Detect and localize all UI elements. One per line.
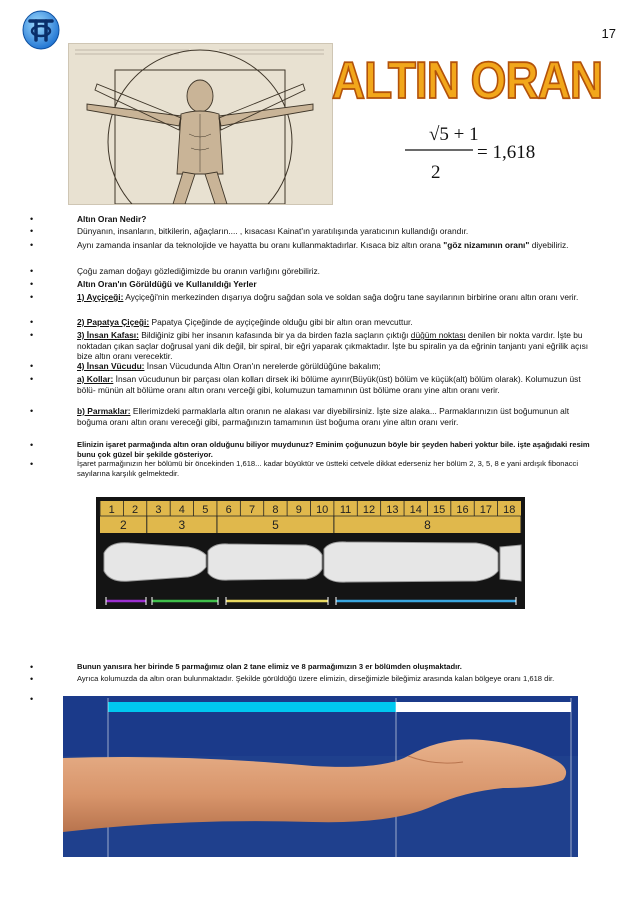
list-item-text	[77, 330, 599, 362]
ruler-number: 15	[433, 504, 446, 516]
text-run: Aynı zamanda insanlar da teknolojide ve hayatta bu oranı kullanmaktadırlar. Kısaca biz altın orana	[77, 240, 444, 250]
title-text: ALTIN ORAN	[332, 52, 602, 110]
ruler-number: 10	[316, 504, 329, 516]
bullet-marker: •	[30, 694, 34, 704]
text-run: Bildiğiniz gibi her insanın kafasında bir ya da birden fazla saçların çıktığı	[138, 330, 411, 340]
text-run: Ayçiçeği'nin merkezinden dışarıya doğru sağdan sola ve soldan sağa doğru tane sayılarının birbirine oranı altın oranı verir.	[123, 292, 579, 302]
bullet-marker: •	[30, 266, 34, 276]
list-item-text	[77, 440, 599, 459]
phi-logo	[22, 10, 60, 50]
finger-ruler-image	[96, 497, 525, 609]
text-run: b) Parmaklar:	[77, 406, 131, 416]
bullet-marker: •	[30, 330, 34, 340]
document-title	[332, 50, 602, 110]
ruler-number: 8	[272, 504, 279, 516]
text-run: Elinizin işaret parmağında altın oran olduğunu biliyor muydunuz? Eminim çoğunuzun böyle bir şeyden haberi yoktur bile. işte aşağıdaki resim bunu çok güzel bir şekilde gösteriyor.	[77, 440, 590, 459]
text-run: düğüm noktası	[410, 330, 466, 340]
bullet-marker: •	[30, 279, 34, 289]
list-item-text	[77, 292, 599, 303]
text-run: Bunun yanısıra her birinde 5 parmağımız olan 2 tane elimiz ve 8 parmağımızın 3 er bölümden oluşmaktadır.	[77, 662, 462, 671]
text-run: 3) İnsan Kafası:	[77, 330, 139, 340]
text-run: diyebiliriz.	[529, 240, 569, 250]
text-run: Dünyanın, insanların, bitkilerin, ağaçların.... , kısacası Kainat'ın yaratılışında yaratıcının kullandığı orandır.	[77, 226, 469, 236]
list-item-text	[77, 226, 599, 237]
text-run: Altın Oran'ın Görüldüğü ve Kullanıldığı Yerler	[77, 279, 257, 289]
ruler-number: 18	[503, 504, 516, 516]
bullet-marker: •	[30, 374, 34, 384]
list-item-text	[77, 266, 599, 277]
list-item-text	[77, 279, 599, 290]
ruler-number: 17	[479, 504, 493, 516]
ruler-number: 6	[225, 504, 232, 516]
ruler-number: 1	[108, 504, 115, 516]
text-run: İnsan vücudunun bir parçası olan kolları dirsek iki bölüme ayırır(Büyük(üst) bölüm ve küçük(alt) bölüm olarak). Kolumuzun üst bölü- münün alt bölüme oranı altın oranı verceği gibi, kolumuzun tamamının üst bölüme oranı yine altın oranı verir.	[77, 374, 581, 395]
bullet-marker: •	[30, 226, 34, 236]
text-run: Altın Oran Nedir?	[77, 214, 147, 224]
ruler-number: 13	[386, 504, 399, 516]
ruler-fib-number: 3	[178, 518, 186, 532]
text-run: Papatya Çiçeğinde de ayçiçeğinde olduğu gibi bir altın oran mevcuttur.	[149, 317, 413, 327]
list-item-text	[77, 662, 599, 672]
ruler-number: 11	[339, 504, 352, 516]
text-run: "göz nizamının oranı"	[443, 240, 530, 250]
text-run: 1) Ayçiçeği:	[77, 292, 124, 302]
golden-ratio-formula	[395, 120, 565, 190]
bullet-marker: •	[30, 406, 34, 416]
list-item-text	[77, 361, 599, 372]
ruler-number: 5	[202, 504, 209, 516]
bullet-marker: •	[30, 662, 34, 672]
ruler-fib-number: 8	[424, 518, 431, 532]
list-item-text	[77, 214, 599, 225]
ruler-number: 9	[295, 504, 302, 516]
vitruvian-man-image	[68, 43, 333, 205]
text-run: İnsan Vücudunda Altın Oran'ın nerelerde görüldüğüne bakalım;	[144, 361, 381, 371]
ruler-number: 14	[409, 504, 422, 516]
list-item-text	[77, 459, 599, 478]
ruler-number: 7	[248, 504, 256, 516]
bullet-marker: •	[30, 317, 34, 327]
list-item-text	[77, 374, 599, 395]
ruler-number: 4	[178, 504, 185, 516]
bullet-marker: •	[30, 440, 34, 450]
bullet-marker: •	[30, 459, 34, 469]
formula-result: = 1,618	[477, 142, 536, 163]
bullet-marker: •	[30, 361, 34, 371]
list-item-text	[77, 674, 599, 684]
text-run: İşaret parmağınızın her bölümü bir öncekinden 1,618... kadar büyüktür ve üstteki cetvele dikkat ederseniz her bölüm 2, 3, 5, 8 e yani ardışık fibonacci sayılarına karşılık gelmektedir.	[77, 459, 579, 478]
bullet-marker: •	[30, 674, 34, 684]
text-run: a) Kollar:	[77, 374, 114, 384]
text-run: denilen bir nokta vardır. İşte bu noktadan çıkan saçlar doğrusal yani dik değil, bir spiral, bir eğri yaparak çıkmaktadır. İşte bu spiralin ya da eğrinin tanjantı yani eğrilik açısı bize altın oranı verecektir.	[77, 330, 589, 361]
bullet-marker: •	[30, 214, 34, 224]
text-run: Ellerimizdeki parmaklarla altın oranın ne alakası var diyebilirsiniz. İşte size alaka... Parmaklarınızın üst boğumunun alt boğuma oranı altın oranı vereceği gibi, parmağınızın tamamının üst boğuma oranı yine altın oranı verir.	[77, 406, 570, 427]
page-number: 17	[601, 26, 616, 41]
ruler-number: 16	[456, 504, 469, 516]
bullet-marker: •	[30, 240, 34, 250]
bullet-marker: •	[30, 292, 34, 302]
text-run: 2) Papatya Çiçeği:	[77, 317, 150, 327]
formula-denominator: 2	[431, 162, 441, 183]
ruler-number: 2	[132, 504, 139, 516]
list-item-text	[77, 240, 599, 251]
ruler-number: 12	[362, 504, 376, 516]
text-run: Çoğu zaman doğayı gözlediğimizde bu oranın varlığını görebiliriz.	[77, 266, 321, 276]
ruler-number: 3	[155, 504, 162, 516]
ruler-fib-number: 2	[120, 518, 127, 532]
ruler-fib-number: 5	[272, 518, 279, 532]
list-item-text	[77, 406, 599, 427]
list-item-text	[77, 317, 599, 328]
text-run: 4) İnsan Vücudu:	[77, 361, 145, 371]
formula-numerator: √5 + 1	[429, 124, 479, 145]
text-run: Ayrıca kolumuzda da altın oran bulunmaktadır. Şekilde görüldüğü üzere elimizin, dirseğimizle bileğimiz arasında kalan bölgeye oranı 1,618 dir.	[77, 674, 555, 683]
arm-ratio-image	[63, 696, 578, 857]
